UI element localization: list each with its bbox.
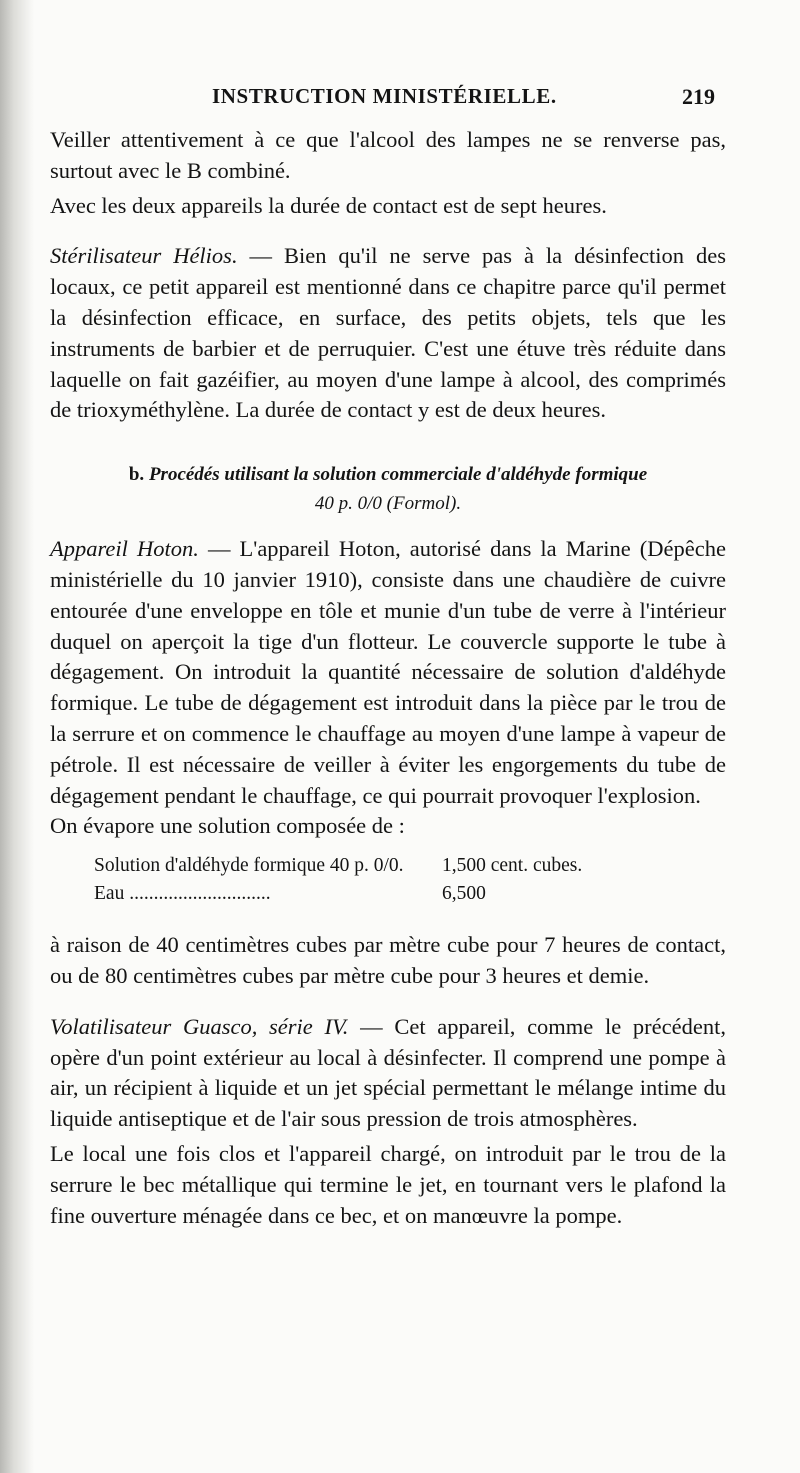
paragraph-dosage: à raison de 40 centimètres cubes par mètre cube pour 7 heures de contact, ou de 80 centimètres cubes par mètre cube pour 3 heures et demie. bbox=[50, 932, 726, 988]
recipe-quantity: 1,500 cent. cubes. bbox=[442, 855, 583, 877]
recipe-quantity: 6,500 bbox=[442, 883, 486, 905]
running-title: INSTRUCTION MINISTÉRIELLE. bbox=[212, 84, 557, 108]
paragraph-hoton bbox=[50, 534, 726, 811]
page-number: 219 bbox=[682, 84, 715, 109]
recipe-ingredient: Eau ............................. bbox=[94, 883, 271, 905]
recipe-row bbox=[50, 880, 726, 908]
subheading-title: Procédés utilisant la solution commerciale d'aldéhyde formique bbox=[148, 464, 648, 486]
subheading-label: b. bbox=[128, 464, 145, 486]
guasco-text: — Cet appareil, comme le précédent, opère d'un point extérieur au local à désinfecter. Il comprend une pompe à air, un récipient à liquide et un jet spécial permettant le mélange intime du liquide antiseptique et de l'air sous pression de trois atmosphères. bbox=[50, 1013, 726, 1132]
helios-text: — Bien qu'il ne serve pas à la désinfection des locaux, ce petit appareil est mentionné dans ce chapitre parce qu'il permet la désinfection efficace, en surface, des petits objets, tels que les instruments de barbier et de perruquier. C'est une étuve très réduite dans laquelle on fait gazéifier, au moyen d'une lampe à alcool, des comprimés de trioxyméthylène. La durée de contact y est de deux heures. bbox=[50, 243, 726, 423]
running-header bbox=[0, 84, 800, 120]
hoton-title: Appareil Hoton. bbox=[50, 536, 199, 562]
paragraph-helios bbox=[50, 241, 726, 426]
paragraph-evaporate: On évapore une solution composée de : bbox=[50, 813, 405, 839]
subheading-line-1 bbox=[50, 460, 726, 489]
helios-title: Stérilisateur Hélios. bbox=[50, 243, 238, 269]
paragraph-lamp-warning: Veiller attentivement à ce que l'alcool des lampes ne se renverse pas, surtout avec le B combiné. bbox=[50, 127, 726, 183]
paragraph-guasco bbox=[50, 1012, 726, 1135]
paragraph-contact-duration: Avec les deux appareils la durée de contact est de sept heures. bbox=[50, 192, 607, 218]
recipe-row bbox=[50, 852, 726, 880]
hoton-text: — L'appareil Hoton, autorisé dans la Marine (Dépêche ministérielle du 10 janvier 1910), consiste dans une chaudière de cuivre entourée d'une enveloppe en tôle et munie d'un tube de verre à l'intérieur duquel on aperçoit la tige d'un flotteur. Le couvercle supporte le tube à dégagement. On introduit la quantité nécessaire de solution d'aldéhyde formique. Le tube de dégagement est introduit dans la pièce par le trou de la serrure et on commence le chauffage au moyen d'une lampe à vapeur de pétrole. Il est nécessaire de veiller à éviter les engorgements du tube de dégagement pendant le chauffage, ce qui pourrait provoquer l'explosion. bbox=[50, 536, 726, 808]
guasco-title: Volatilisateur Guasco, série IV. bbox=[50, 1013, 349, 1039]
page-body bbox=[50, 125, 726, 1231]
paragraph-procedure: Le local une fois clos et l'appareil chargé, on introduit par le trou de la serrure le bec métallique qui termine le jet, en tournant vers le plafond la fine ouverture ménagée dans ce bec, et on manœuvre la pompe. bbox=[50, 1140, 726, 1228]
solution-recipe bbox=[50, 852, 726, 908]
scan-shadow-edge bbox=[0, 0, 34, 1473]
recipe-ingredient: Solution d'aldéhyde formique 40 p. 0/0. bbox=[94, 855, 404, 877]
subheading-line-2: 40 p. 0/0 (Formol). bbox=[314, 493, 462, 515]
section-subheading bbox=[50, 460, 726, 518]
